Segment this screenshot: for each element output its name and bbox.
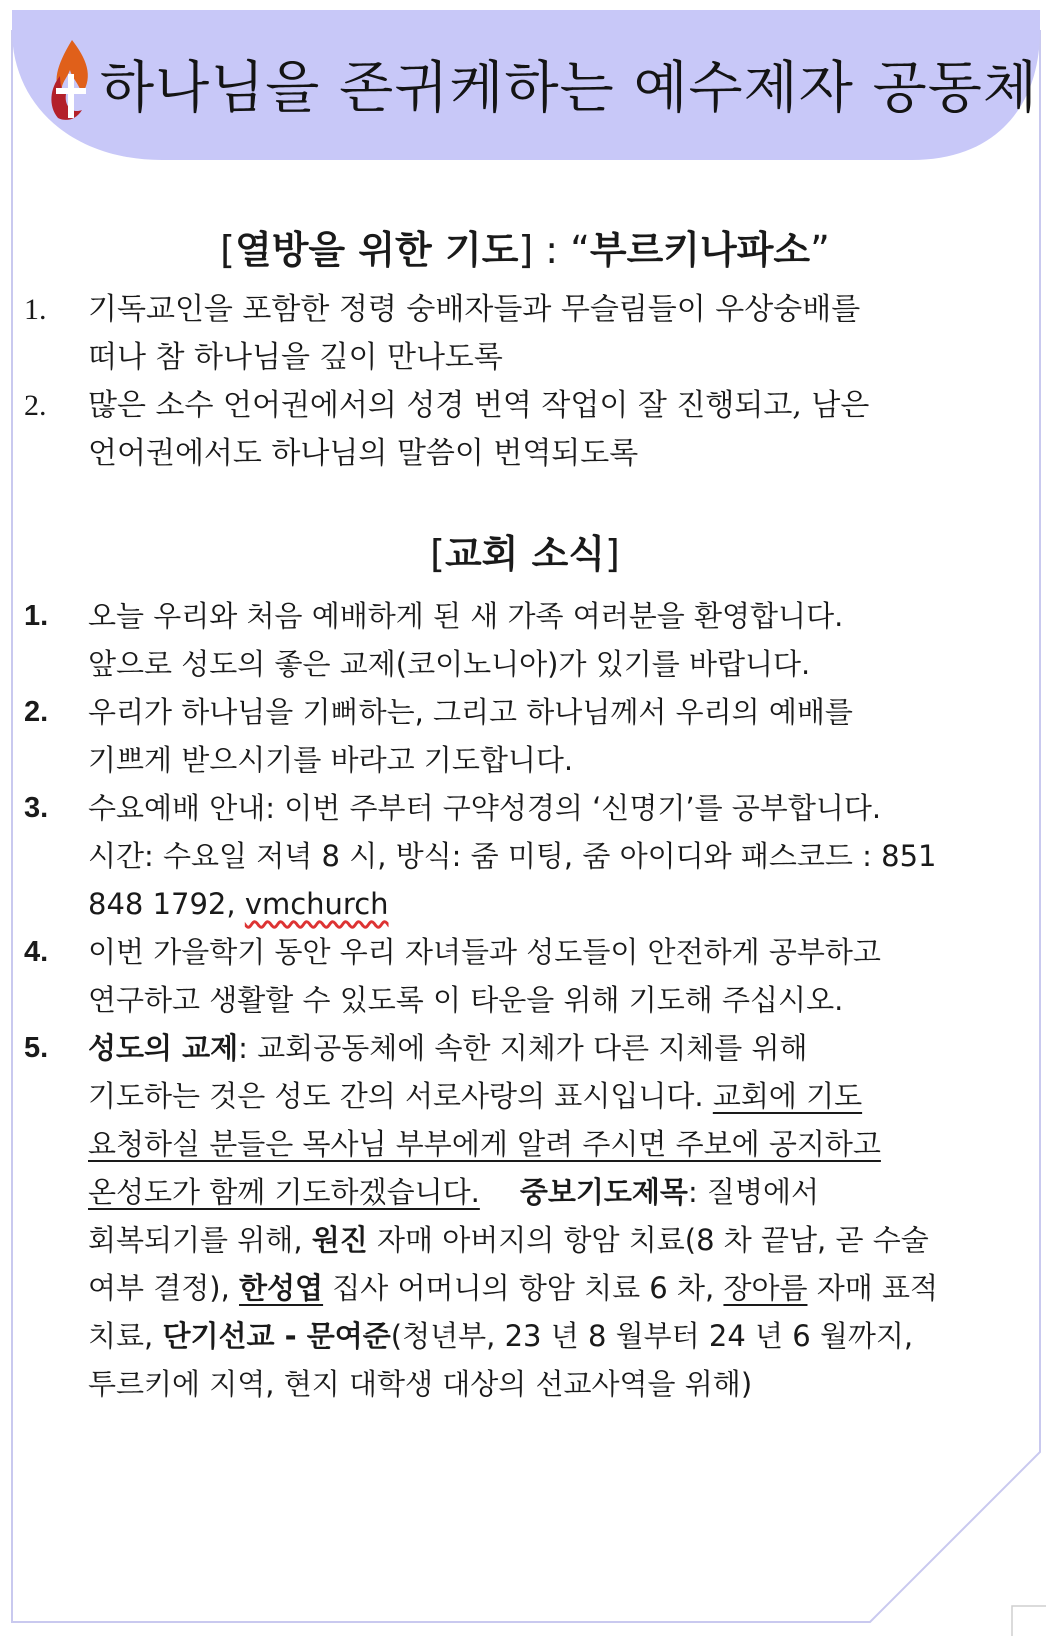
prayer-section-title: [열방을 위한 기도] : “부르키나파소” [220,228,830,272]
prayer-list [24,286,1024,478]
page-title: 하나님을 존귀케하는 예수제자 공동체 [100,56,1038,121]
header-banner [12,10,1040,160]
list-item: 2. 우리가 하나님을 기뻐하는, 그리고 하나님께서 우리의 예배를 기쁘게 받으시기를 바라고 기도합니다. [24,695,853,777]
news-list [24,592,1024,1408]
list-item: 2. 많은 소수 언어권에서의 성경 번역 작업이 잘 진행되고, 남은 언어권에서도 하나님의 말씀이 번역되도록 [24,388,870,471]
zoom-id-text: vmchurch [244,887,389,921]
news-section-title: [교회 소식] [430,532,620,576]
list-item-prayer-requests: 5. 성도의 교제: 교회공동체에 속한 지체가 다른 지체를 위해 기도하는 것은 성도 간의 서로사랑의 표시입니다. 교회에 기도 요청하실 분들은 목사님 부부에게 알려 주시면 주보에 공지하고 온성도가 함께 기도하겠습니다. 중보기도제목: 질병에서 회복되기를 위해, 원진 자매 아버지의 항암 치료(8 차 끝남, 곧 수술 여부 결정), 한성엽 집사 어머니의 항암 치료 6 차, 장아름 자매 표적 치료, 단기선교 - 문여준(청년부, 23 년 8 월부터 24 년 6 월까지, 투르키에 지역, 현지 대학생 대상의 선교사역을 위해) [24,1031,938,1401]
list-item: 3. 수요예배 안내: 이번 주부터 구약성경의 ‘신명기’를 공부합니다. 시간: 수요일 저녁 8 시, 방식: 줌 미팅, 줌 아이디와 패스코드 : 851 848 1792, vmchurch [24,791,937,921]
list-item: 1. 오늘 우리와 처음 예배하게 된 새 가족 여러분을 환영합니다. 앞으로 성도의 좋은 교제(코이노니아)가 있기를 바랍니다. [24,599,844,681]
flame-cross-logo-icon [42,36,98,122]
list-item: 1. 기독교인을 포함한 정령 숭배자들과 무슬림들이 우상숭배를 떠나 참 하나님을 깊이 만나도록 [24,292,861,375]
list-item: 4. 이번 가을학기 동안 우리 자녀들과 성도들이 안전하게 공부하고 연구하고 생활할 수 있도록 이 타운을 위해 기도해 주십시오. [24,935,881,1017]
